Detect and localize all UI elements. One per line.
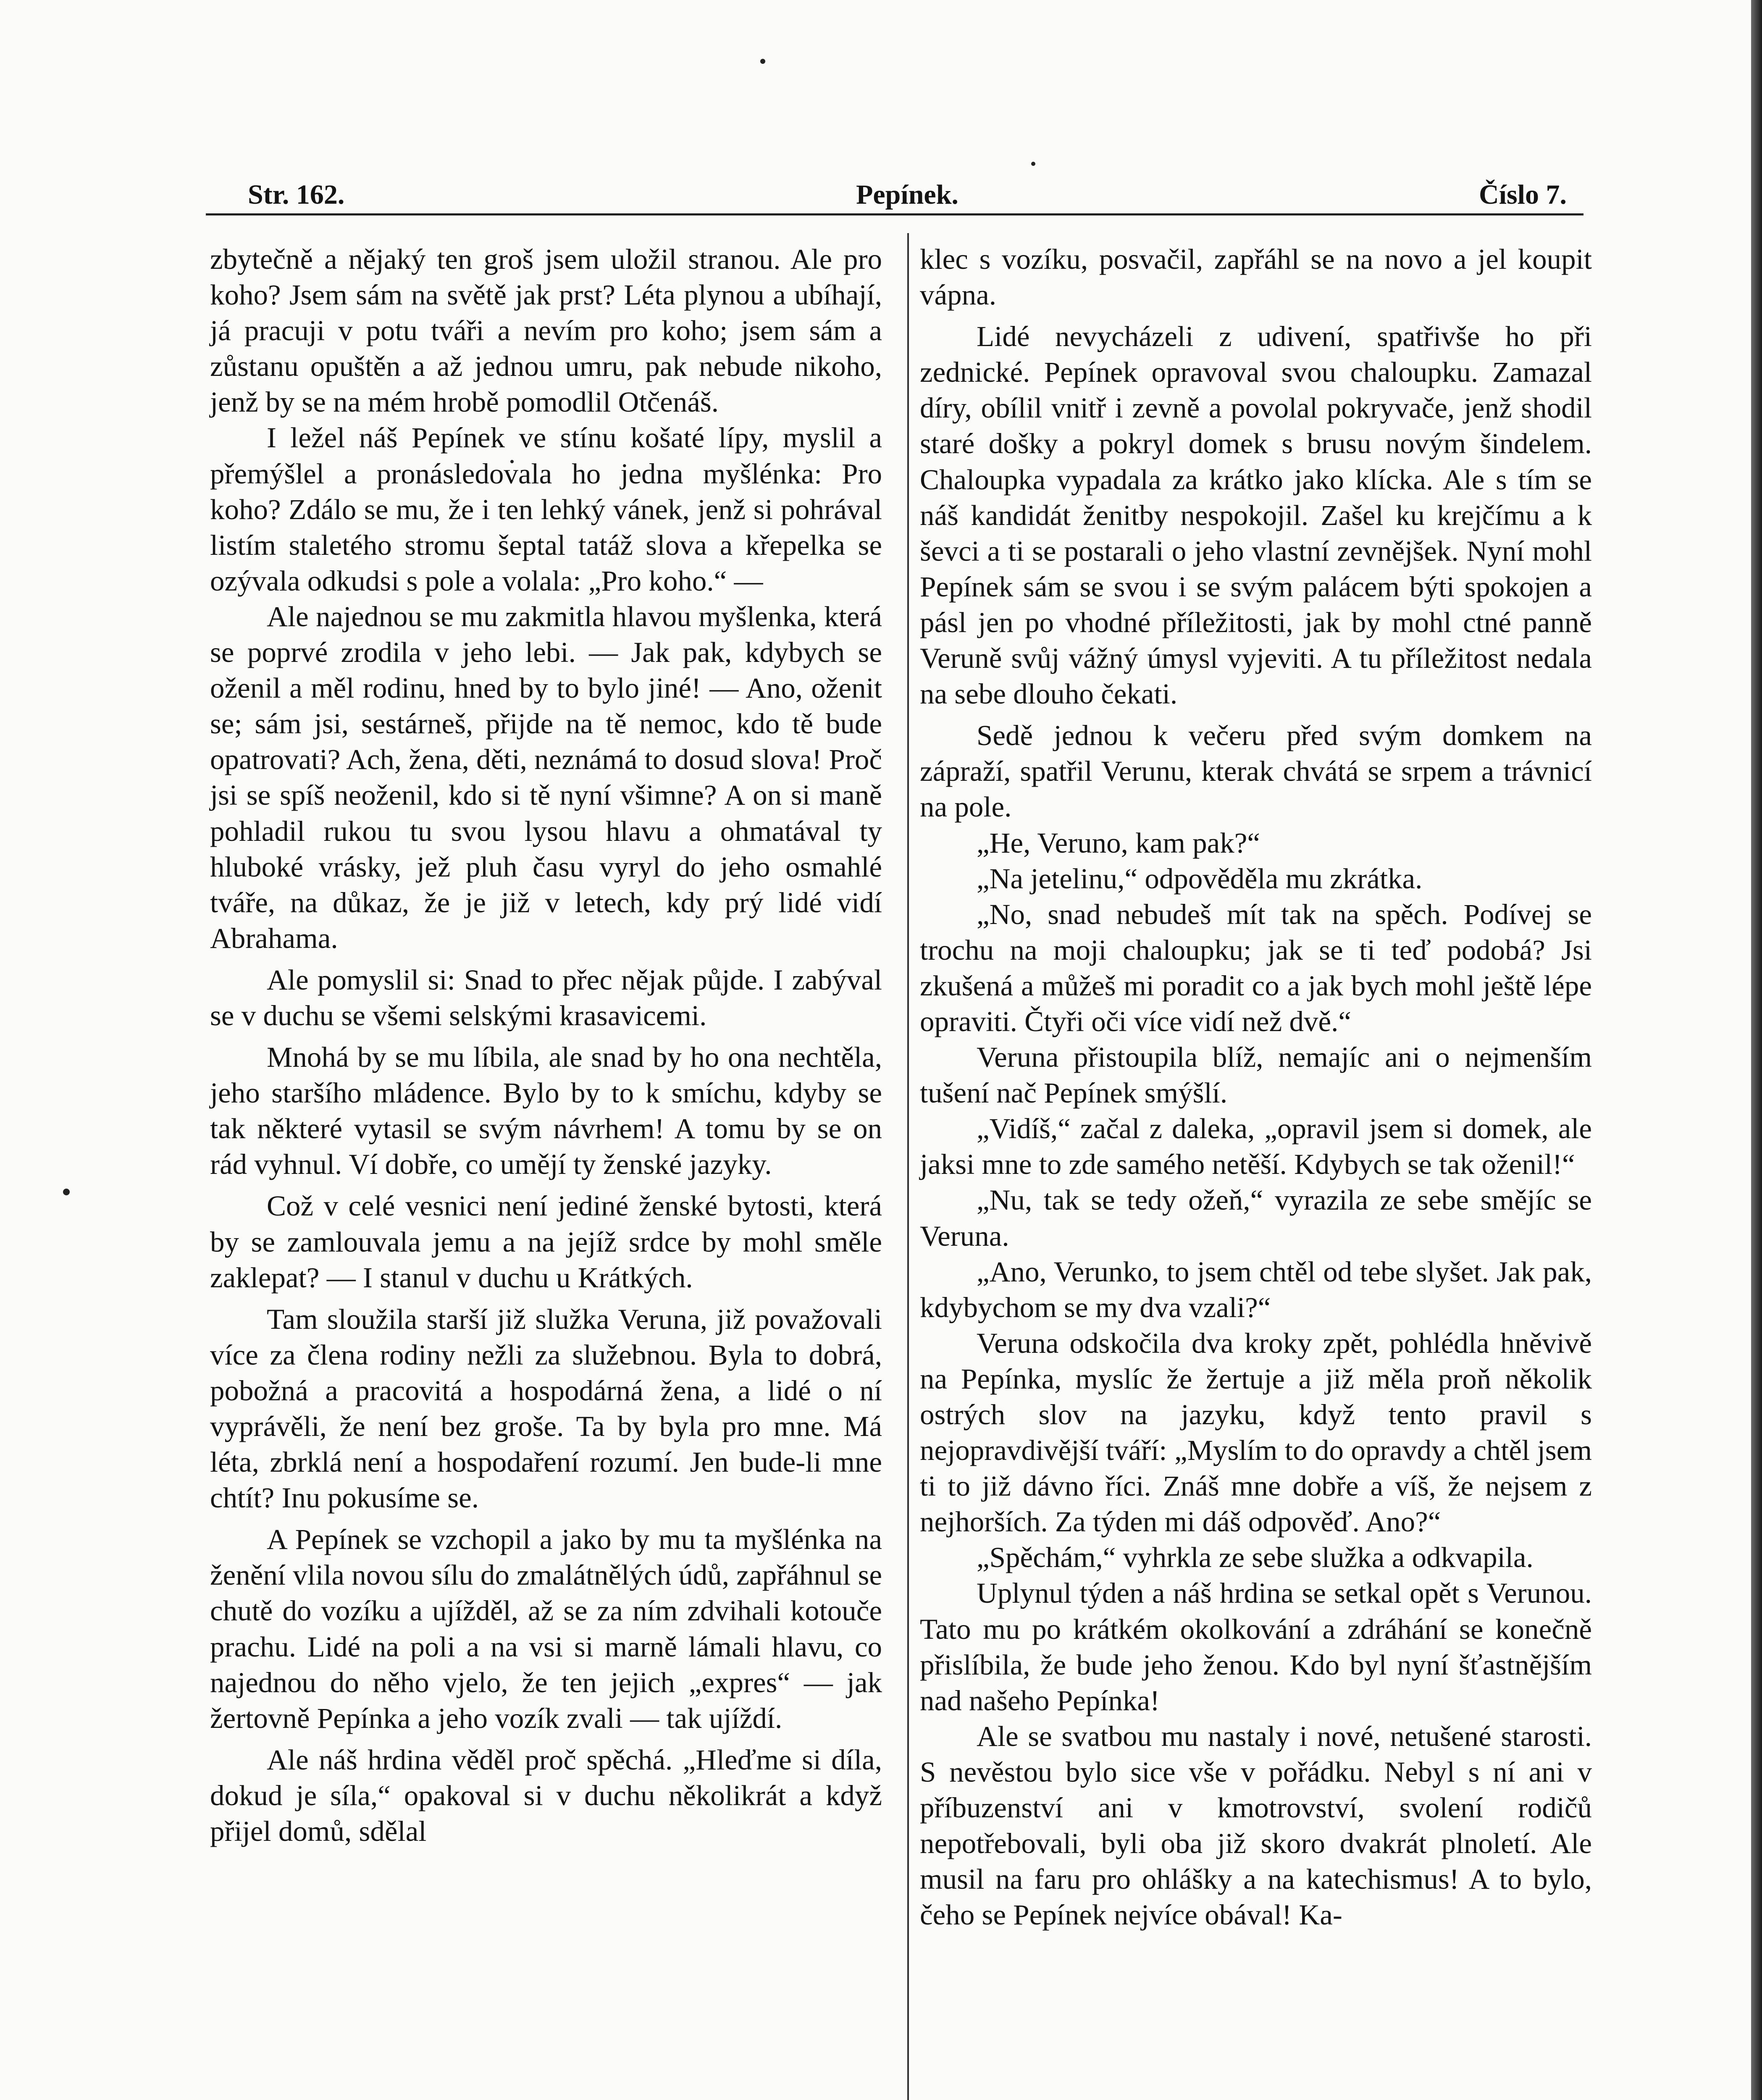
paragraph: „He, Veruno, kam pak?“ bbox=[977, 827, 1260, 859]
paragraph: Uplynul týden a náš hrdina se setkal opět s Verunou. Tato mu po krátkém okolkování a zdráhání se konečně přislíbila, že bude jeho ženou. Kdo byl nyní šťastnějším nad našeho Pepínka! bbox=[920, 1577, 1592, 1717]
ink-speck bbox=[63, 1189, 70, 1195]
page-edge-shadow bbox=[1751, 0, 1762, 2100]
paragraph: „Vidíš,“ začal z daleka, „opravil jsem si domek, ale jaksi mne to zde samého netěší. Kdybych se tak oženil!“ bbox=[920, 1113, 1592, 1181]
page-header bbox=[248, 171, 1567, 213]
paragraph: Mnohá by se mu líbila, ale snad by ho ona nechtěla, jeho staršího mládence. Bylo by to k smíchu, kdyby se tak některé vytasil se svým návrhem! A tomu by se on rád vyhnul. Ví dobře, co umějí ty ženské jazyky. bbox=[210, 1041, 882, 1181]
column-rule bbox=[907, 233, 909, 2100]
ink-speck bbox=[1031, 162, 1035, 166]
paragraph: „Spěchám,“ vyhrkla ze sebe služka a odkvapila. bbox=[977, 1541, 1534, 1574]
issue-number: Číslo 7. bbox=[1478, 179, 1567, 210]
paragraph: „No, snad nebudeš mít tak na spěch. Podívej se trochu na moji chaloupku; jak se ti teď podobá? Jsi zkušená a můžeš mi poradit co a jak bych mohl ještě lépe opraviti. Čtyři oči více vidí než dvě.“ bbox=[920, 898, 1592, 1037]
paragraph: Veruna přistoupila blíž, nemajíc ani o nejmenším tušení nač Pepínek smýšlí. bbox=[920, 1041, 1592, 1109]
header-rule bbox=[206, 213, 1583, 215]
paragraph: Ale najednou se mu zakmitla hlavou myšlenka, která se poprvé zrodila v jeho lebi. — Jak pak, kdybych se oženil a měl rodinu, hned by to bylo jiné! — Ano, oženit se; sám jsi, sestárneš, přijde na tě nemoc, kdo tě bude opatrovati? Ach, žena, děti, neznámá to dosud slova! Proč jsi se spíš neoženil, kdo si tě nyní všimne? A on si maně pohladil rukou tu svou lysou hlavu a ohmatával ty hluboké vrásky, jež pluh času vyryl do jeho osmahlé tváře, na důkaz, že je již v letech, kdy prý lidé vidí Abrahama. bbox=[210, 600, 882, 954]
paragraph: Veruna odskočila dva kroky zpět, pohlédla hněvivě na Pepínka, myslíc že žertuje a již měla proň několik ostrých slov na jazyku, když tento pravil s nejopravdivější tváří: „Myslím to do opravdy a chtěl jsem ti to již dávno říci. Znáš mne dobře a víš, že nejsem z nejhorších. Za týden mi dáš odpověď. Ano?“ bbox=[920, 1327, 1592, 1538]
paragraph: Sedě jednou k večeru před svým domkem na zápraží, spatřil Verunu, kterak chvátá se srpem a trávnicí na pole. bbox=[920, 719, 1592, 823]
paragraph: zbytečně a nějaký ten groš jsem uložil stranou. Ale pro koho? Jsem sám na světě jak prst? Léta plynou a ubíhají, já pracuji v potu tváři a nevím pro koho; jsem sám a zůstanu opuštěn a až jednou umru, pak nebude nikoho, jenž by se na mém hrobě pomodlil Otčenáš. bbox=[210, 243, 882, 418]
paragraph: I ležel náš Pepínek ve stínu košaté lípy, myslil a přemýšlel a pronásledovala ho jedna myšlénka: Pro koho? Zdálo se mu, že i ten lehký vánek, jenž si pohrával listím staletého stromu šeptal tatáž slova a křepelka se ozývala odkudsi s pole a volala: „Pro koho.“ — bbox=[210, 422, 882, 597]
paragraph: „Na jetelinu,“ odpověděla mu zkrátka. bbox=[977, 862, 1423, 895]
paragraph: Ale se svatbou mu nastaly i nové, netušené starosti. S nevěstou bylo sice vše v pořádku. Nebyl s ní ani v příbuzenství ani v kmotrovství, svolení rodičů nepotřebovali, byli oba již skoro dvakrát plnoletí. Ale musil na faru pro ohlášky a na katechismus! A to bylo, čeho se Pepínek nejvíce obával! Ka- bbox=[920, 1720, 1592, 1931]
paragraph: „Ano, Verunko, to jsem chtěl od tebe slyšet. Jak pak, kdybychom se my dva vzali?“ bbox=[920, 1255, 1592, 1323]
paragraph: A Pepínek se vzchopil a jako by mu ta myšlénka na ženění vlila novou sílu do zmalátnělých údů, zapřáhnul se chutě do vozíku a ujížděl, až se za ním zdvihali kotouče prachu. Lidé na poli a na vsi si marně lámali hlavu, co najednou do něho vjelo, že ten jejich „expres“ — jak žertovně Pepínka a jeho vozík zvali — tak ujíždí. bbox=[210, 1523, 882, 1734]
paragraph: „Nu, tak se tedy ožeň,“ vyrazila ze sebe smějíc se Veruna. bbox=[920, 1184, 1592, 1252]
paragraph: Což v celé vesnici není jediné ženské bytosti, která by se zamlouvala jemu a na jejíž srdce by mohl směle zaklepat? — I stanul v duchu u Krátkých. bbox=[210, 1190, 882, 1294]
page-number: Str. 162. bbox=[248, 179, 345, 210]
paragraph: Tam sloužila starší již služka Veruna, již považovali více za člena rodiny nežli za služebnou. Byla to dobrá, pobožná a pracovitá a hospodárná žena, a lidé o ní vyprávěli, že není bez groše. Ta by byla pro mne. Má léta, zbrklá není a hospodaření rozumí. Jen bude-li mne chtít? Inu pokusíme se. bbox=[210, 1303, 882, 1514]
paragraph: klec s vozíku, posvačil, zapřáhl se na novo a jel koupit vápna. bbox=[920, 243, 1592, 311]
right-column bbox=[920, 242, 1592, 1933]
ink-speck bbox=[760, 59, 765, 64]
running-title: Pepínek. bbox=[856, 179, 958, 210]
paragraph: Lidé nevycházeli z udivení, spatřivše ho při zednické. Pepínek opravoval svou chaloupku. Zamazal díry, obílil vnitř i zevně a povolal pokryvače, jenž shodil staré došky a pokryl domek s brusu novým šindelem. Chaloupka vypadala za krátko jako klícka. Ale s tím se náš kandidát ženitby nespokojil. Zašel ku krejčímu a k ševci a ti se postarali o jeho vlastní zevnějšek. Nyní mohl Pepínek sám se svou i se svým palácem býti spokojen a pásl jen po vhodné příležitosti, jak by mohl ctné panně Veruně svůj vážný úmysl vyjeviti. A tu příležitost nedala na sebe dlouho čekati. bbox=[920, 320, 1592, 710]
left-column bbox=[210, 242, 882, 1849]
paragraph: Ale pomyslil si: Snad to přec nějak půjde. I zabýval se v duchu se všemi selskými krasavicemi. bbox=[210, 963, 882, 1032]
paragraph: Ale náš hrdina věděl proč spěchá. „Hleďme si díla, dokud je síla,“ opakoval si v duchu několikrát a když přijel domů, sdělal bbox=[210, 1743, 882, 1848]
